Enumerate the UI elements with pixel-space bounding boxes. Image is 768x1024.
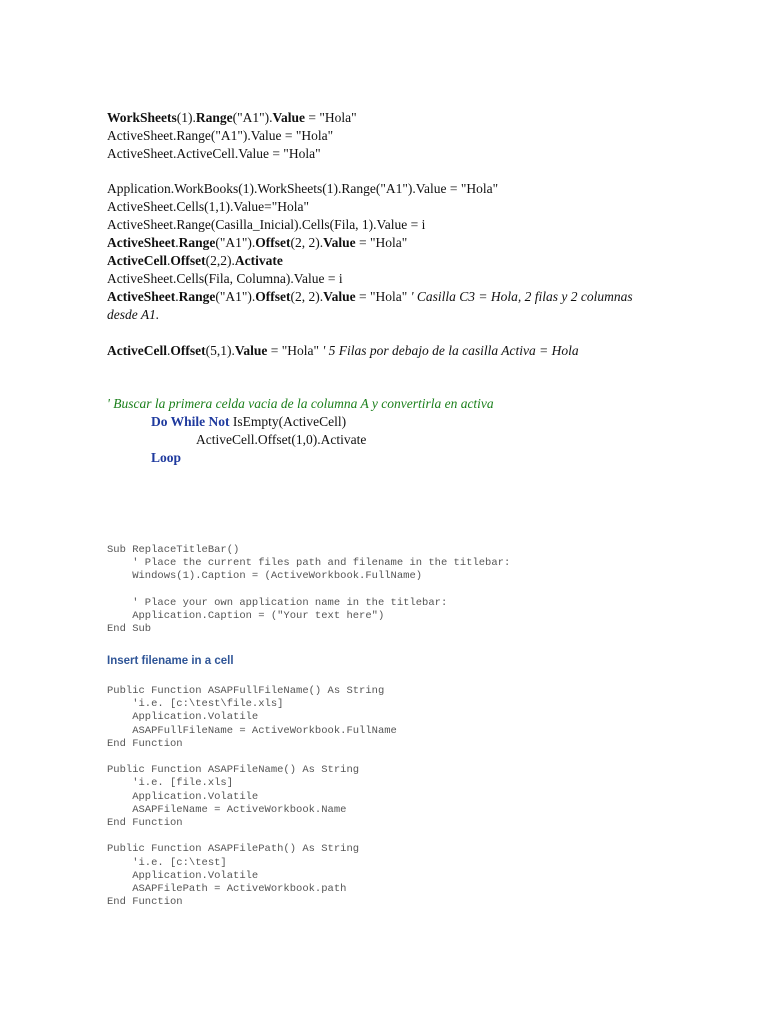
inline-comment: ' 5 Filas por debajo de la casilla Activa = Hola <box>322 343 579 358</box>
loop-body-line: ActiveCell.Offset(1,0).Activate <box>196 432 367 447</box>
vba-line-3: ActiveSheet.ActiveCell.Value = "Hola" <box>107 146 321 161</box>
do-while-line: Do While Not IsEmpty(ActiveCell) <box>151 414 347 429</box>
vba-line-10: ActiveSheet.Range("A1").Offset(2, 2).Value = "Hola" ' Casilla C3 = Hola, 2 filas y 2 columnas desde A1. <box>107 289 633 322</box>
do-while-keyword: Do While Not <box>151 414 230 429</box>
section-heading: Insert filename in a cell <box>107 655 234 667</box>
vba-line-9: ActiveSheet.Cells(Fila, Columna).Value = i <box>107 271 343 286</box>
vba-line-5: ActiveSheet.Cells(1,1).Value="Hola" <box>107 199 309 214</box>
vba-line-6: ActiveSheet.Range(Casilla_Inicial).Cells(Fila, 1).Value = i <box>107 217 426 232</box>
loop-keyword: Loop <box>151 450 182 465</box>
vba-line-2: ActiveSheet.Range("A1").Value = "Hola" <box>107 128 334 143</box>
keyword: WorkSheets <box>107 110 177 125</box>
vba-line-11: ActiveCell.Offset(5,1).Value = "Hola" ' 5 Filas por debajo de la casilla Activa = Hola <box>107 343 579 358</box>
code-block-filename-functions: Public Function ASAPFullFileName() As String 'i.e. [c:\test\file.xls] Application.Volatile ASAPFullFileName = ActiveWorkbook.FullName End Function Public Function ASAPFileName() As String 'i.e. [file.xls] Application.Volatile ASAPFileName = ActiveWorkbook.Name End Function Public Function ASAPFilePath() As String 'i.e. [c:\test] Application.Volatile ASAPFilePath = ActiveWorkbook.path End Function <box>107 685 397 909</box>
vba-line-7: ActiveSheet.Range("A1").Offset(2, 2).Value = "Hola" <box>107 235 408 250</box>
vba-line-1: WorkSheets(1).Range("A1").Value = "Hola" <box>107 110 357 125</box>
code-block-replace-titlebar: Sub ReplaceTitleBar() ' Place the current files path and filename in the titlebar: Windows(1).Caption = (ActiveWorkbook.FullName) ' Place your own application name in the titlebar: Application.Caption = ("Your text here") End Sub <box>107 544 511 636</box>
inline-comment: ' Casilla C3 = Hola, 2 filas y 2 columnas desde A1. <box>107 289 633 322</box>
loop-comment: ' Buscar la primera celda vacia de la columna A y convertirla en activa <box>107 396 494 411</box>
vba-line-8: ActiveCell.Offset(2,2).Activate <box>107 253 283 268</box>
vba-line-4: Application.WorkBooks(1).WorkSheets(1).Range("A1").Value = "Hola" <box>107 181 499 196</box>
